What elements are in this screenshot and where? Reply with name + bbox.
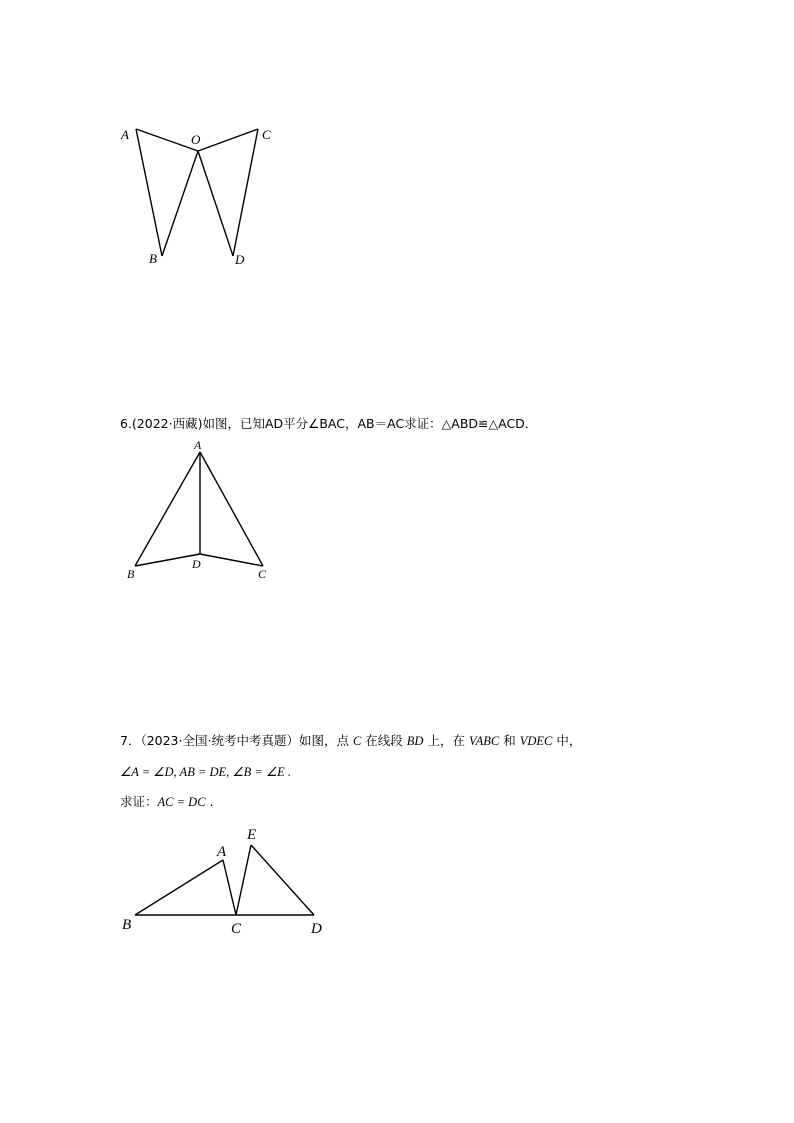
q7-point-c: C <box>352 734 362 748</box>
segment-CE <box>236 845 251 915</box>
segment-BA <box>135 860 223 915</box>
label-C: C <box>262 127 271 142</box>
figure-1 <box>110 115 290 275</box>
figure-6 <box>120 436 290 586</box>
segment-BO <box>162 151 198 256</box>
label-C: C <box>231 921 242 937</box>
question-7-line-2: ∠A = ∠D, AB = DE, ∠B = ∠E . <box>120 765 292 779</box>
segment-DC <box>200 554 263 566</box>
segment-AC <box>223 860 236 915</box>
segment-ED <box>251 845 314 915</box>
label-C: C <box>258 567 267 581</box>
label-D: D <box>311 921 322 937</box>
label-D: D <box>192 557 201 571</box>
question-7-line-3 <box>120 794 214 810</box>
figure-7-diagram <box>115 820 335 940</box>
label-E: E <box>247 827 257 843</box>
label-A: A <box>121 127 129 142</box>
label-B: B <box>149 251 157 266</box>
q7-mid: 在线段 <box>365 733 403 748</box>
segment-AO <box>136 129 198 151</box>
label-B: B <box>127 567 135 581</box>
q7-triangle-abc: VABC <box>468 734 500 748</box>
figure-6-diagram <box>120 436 290 586</box>
segment-AB <box>135 452 200 566</box>
q7-segment-bd: BD <box>406 734 424 748</box>
q7-prove-math: AC = DC <box>157 795 206 809</box>
question-7-line-1 <box>120 733 581 749</box>
figure-7 <box>115 820 335 940</box>
q7-triangle-dec: VDEC <box>519 734 553 748</box>
segment-OC <box>198 129 258 151</box>
segment-AC <box>200 452 263 566</box>
q7-prove-label: 求证： <box>120 794 158 809</box>
segment-DO <box>198 151 233 256</box>
segment-CD <box>233 129 258 256</box>
q7-and: 和 <box>503 733 516 748</box>
segment-AB <box>136 129 162 256</box>
q7-mid2: 上，在 <box>427 733 465 748</box>
segment-BD <box>135 554 200 566</box>
q7-end: 中， <box>556 733 582 748</box>
q7-prove-end: . <box>205 794 214 809</box>
label-O: O <box>191 132 201 147</box>
label-A: A <box>194 438 202 452</box>
figure-1-diagram <box>110 115 290 275</box>
label-B: B <box>122 917 132 933</box>
label-A: A <box>217 844 227 860</box>
label-D: D <box>235 252 245 267</box>
question-6-text: 6.(2022·西藏)如图，已知AD平分∠BAC，AB＝AC求证：△ABD≌△ACD． <box>120 416 538 431</box>
q7-prefix: 7．（2023·全国·统考中考真题）如图，点 <box>120 733 349 748</box>
